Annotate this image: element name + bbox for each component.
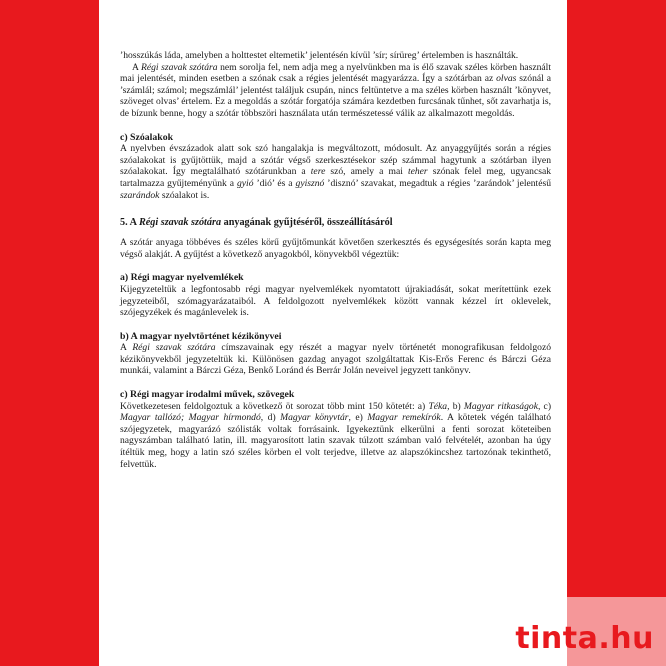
section-cc-paragraph: Következetesen feldolgoztuk a következő öt sorozat több mint 150 kötetét: a) Téka, b) Magyar ritkaságok, c) Magyar tallózó; Magyar hírmondó, d) Magyar könyvtár, e) Magyar remekírók. A kötetek végén található szójegyzetek, magyarázó szólisták voltak forrásaink. Igyekeztünk elkerülni a fenti sorozat köteteiben nagyszámban található latin, ill. magyarosított latin szavak túlzott számban való felvételét, azonban ha úgy ítéltük meg, hogy a latin szó széles körben el volt terjedve, illetve az alapszókincshez tartozónak tekinthető, felvettük. — [120, 400, 552, 470]
section-5-heading: 5. A Régi szavak szótára anyagának gyűjtéséről, összeállításáról — [120, 217, 393, 229]
section-b-paragraph: A Régi szavak szótára címszavainak egy részét a magyar nyelv történetét monografikusan feldolgozó kézikönyvekből jegyzeteltük ki. Különösen gazdag anyagot szolgáltattak Kis-Erős Ferenc és Bárczi Géza munkái, valamint a Bárczi Géza, Benkő Loránd és Berrár Jolán neveivel jegyzett tankönyv. — [120, 342, 551, 377]
watermark-box — [478, 597, 666, 666]
document-page — [99, 0, 567, 666]
page-body — [120, 50, 551, 470]
section-c-paragraph: A nyelvben évszázadok alatt sok szó hangalakja is megváltozott, módosult. Az anyaggyűjtés során a régies szóalakokat is gyűjtöttük, majd a szótár végső szerkesztésekor szép számmal hagytunk a szótárban ilyen szóalakokat. Így megtalálható szótárunkban a tere szó, amely a mai teher szónak felel meg, ugyancsak tartalmazza gyűjteményünk a gyió ’dió’ és a gyisznó ’disznó’ szavakat, megadtuk a régies ’zarándok’ jelentésű szarándok szóalakot is. — [120, 143, 552, 201]
paragraph-1: ’hosszúkás láda, amelyben a holttestet eltemetik’ jelentésén kívül ’sír; sírüreg’ értelemben is használták. — [120, 50, 519, 61]
section-c-heading: c) Szóalakok — [120, 131, 174, 143]
section-a-paragraph: Kijegyzeteltük a legfontosabb régi magyar nyelvemlékek nyomtatott újrakiadását, sokat merítettünk ezek jegyzeteiből, szómagyarázataiból. A feldolgozott nyelvemlékek között vannak kézzel írt oklevelek, szójegyzékek és magánlevelek is. — [120, 283, 551, 319]
paragraph-2: A Régi szavak szótára nem sorolja fel, nem adja meg a nyelvünkben ma is élő szavak széles körben használt mai jelentését, minden esetben a szónak csak a régies jelentését magyarázza. Így a szótárban az olvas szónál a ’számlál; számol; megszámlál’ jelentést találjuk csupán, nincs feltüntetve a ma széles körben használt ’könyvet, szöveget olvas’ értelem. Ez a megoldás a szótár forgatója számára kezdetben furcsának tűnhet, sőt zavarhatja is, de bízunk benne, hogy a szótár többszöri használata után természetessé válik az alkalmazott megoldás. — [120, 61, 551, 119]
section-a-heading: a) Régi magyar nyelvemlékek — [120, 272, 244, 284]
section-5-paragraph: A szótár anyaga többéves és széles körű gyűjtőmunkát követően szerkesztés és egységesítés során kapta meg végső alakját. A gyűjtést a következő anyagokból, könyvekből végeztük: — [120, 237, 551, 260]
watermark-logo: tinta.hu — [515, 621, 654, 656]
section-b-heading: b) A magyar nyelvtörténet kézikönyvei — [120, 330, 282, 342]
section-cc-heading: c) Régi magyar irodalmi művek, szövegek — [120, 389, 295, 401]
